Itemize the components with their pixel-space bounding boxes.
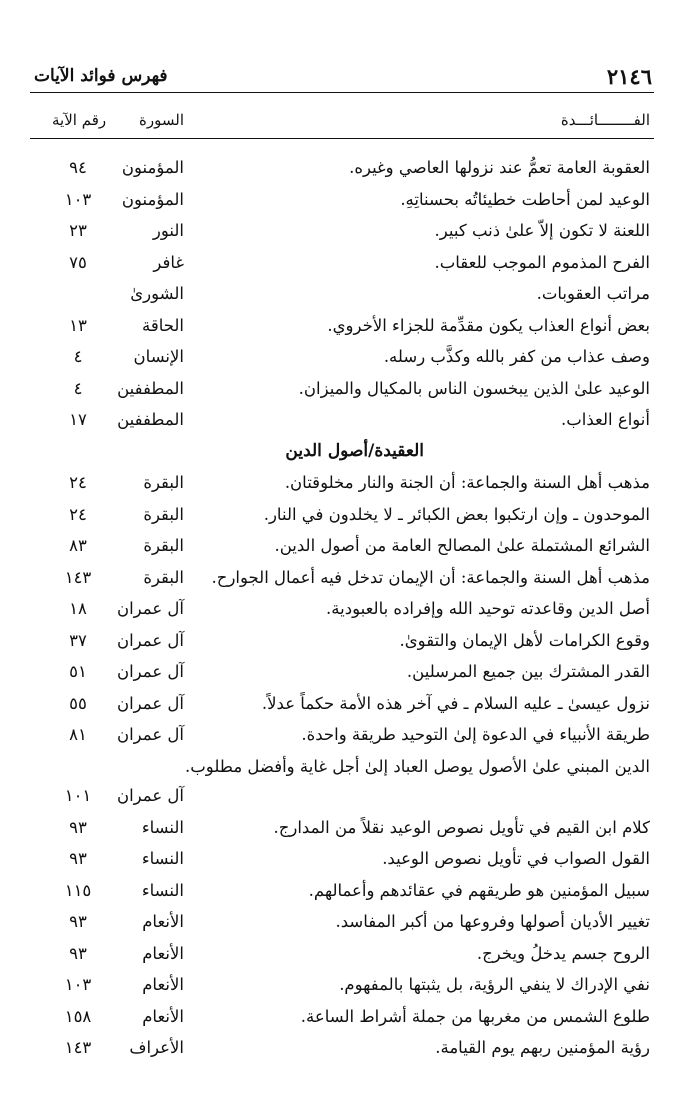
surah-name: المطففين	[117, 410, 184, 429]
table-row	[30, 750, 654, 811]
faida-text: الشرائع المشتملة علىٰ المصالح العامة من أصول الدين.	[274, 536, 650, 555]
table-row	[30, 842, 654, 874]
surah-name: الأنعام	[142, 975, 184, 994]
surah-name: البقرة	[143, 536, 184, 555]
table-row	[30, 246, 654, 278]
ayah-number: ١٣	[69, 315, 87, 335]
table-row	[30, 151, 654, 183]
faida-text: الموحدون ـ وإن ارتكبوا بعض الكبائر ـ لا يخلدون في النار.	[263, 504, 650, 524]
table-row	[30, 687, 654, 719]
surah-name: النور	[152, 221, 184, 240]
ayah-number: ١٠١	[64, 785, 92, 805]
table-row	[30, 498, 654, 530]
ayah-number: ٩٣	[69, 943, 87, 963]
table-row	[30, 1000, 654, 1032]
surah-name: المطففين	[117, 378, 184, 398]
table-row	[30, 403, 654, 435]
table-row	[30, 340, 654, 372]
ayah-number: ٤	[73, 347, 83, 366]
ayah-number: ١٤٣	[64, 1038, 92, 1057]
ayah-number: ٨١	[69, 725, 87, 744]
table-row	[30, 183, 654, 215]
ayah-number: ١١٥	[64, 880, 92, 900]
table-row	[30, 968, 654, 1000]
ayah-number: ١٠٣	[64, 975, 92, 994]
table-row	[30, 655, 654, 687]
index-table	[30, 151, 654, 1063]
table-row	[30, 1031, 654, 1063]
table-row	[30, 811, 654, 843]
faida-text: العقوبة العامة تعمُّ عند نزولها العاصي وغيره.	[349, 158, 650, 177]
faida-text: وصف عذاب من كفر بالله وكذَّب رسله.	[383, 347, 650, 366]
ayah-number: ١٧	[69, 410, 87, 429]
surah-name: غافر	[153, 252, 184, 272]
surah-name: النساء	[141, 817, 184, 837]
table-row	[30, 592, 654, 624]
faida-text: وقوع الكرامات لأهل الإيمان والتقوىٰ.	[399, 630, 650, 650]
table-row	[30, 561, 654, 593]
ayah-number: ٩٣	[69, 912, 87, 931]
table-row	[30, 309, 654, 341]
table-row	[30, 466, 654, 498]
surah-name: البقرة	[143, 473, 184, 492]
faida-text: أنواع العذاب.	[561, 410, 650, 429]
table-row	[30, 214, 654, 246]
faida-text: اللعنة لا تكون إلاّ علىٰ ذنب كبير.	[434, 221, 650, 240]
faida-text: أصل الدين وقاعدته توحيد الله وإفراده بالعبودية.	[326, 599, 650, 618]
surah-name: البقرة	[143, 567, 184, 587]
faida-text: تغيير الأديان أصولها وفروعها من أكبر المفاسد.	[335, 912, 650, 931]
surah-name: المؤمنون	[121, 158, 184, 177]
ayah-number: ٧٥	[69, 252, 87, 272]
section-title: العقيدة/أصول الدين	[285, 440, 424, 461]
faida-text: الوعيد علىٰ الذين يبخسون الناس بالمكيال والميزان.	[298, 378, 650, 398]
ayah-number: ١٥٨	[64, 1006, 92, 1026]
surah-name: الأنعام	[142, 943, 184, 963]
surah-name: آل عمران	[116, 725, 184, 744]
surah-name: النساء	[141, 849, 184, 868]
faida-text: مراتب العقوبات.	[536, 284, 650, 303]
ayah-number: ٩٣	[69, 849, 87, 868]
ayah-number: ١٤٣	[64, 567, 92, 587]
ayah-number: ٩٣	[69, 817, 87, 837]
table-row	[30, 624, 654, 656]
surah-name: الشورىٰ	[130, 284, 184, 303]
ayah-number: ١٠٣	[64, 189, 92, 209]
column-header-surah: السورة	[139, 111, 184, 129]
table-row	[30, 372, 654, 404]
surah-name: الإنسان	[133, 347, 184, 366]
table-row	[30, 937, 654, 969]
ayah-number: ٩٤	[69, 158, 87, 177]
ayah-number: ٥٥	[69, 693, 87, 713]
section-heading-row	[30, 435, 654, 467]
page-number: ٢١٤٦	[606, 64, 652, 89]
ayah-number: ٢٣	[69, 221, 87, 240]
faida-text: الدين المبني علىٰ الأصول يوصل العباد إلىٰ أجل غاية وأفضل مطلوب.	[185, 756, 650, 776]
column-header-ayah: رقم الآية	[52, 111, 107, 129]
running-title: فهرس فوائد الآيات	[34, 66, 168, 86]
ayah-number: ٢٤	[69, 473, 87, 492]
faida-text: نفي الإدراك لا ينفي الرؤية، بل يثبتها بالمفهوم.	[339, 975, 650, 994]
surah-name: الحاقة	[141, 315, 184, 335]
column-headers	[30, 108, 654, 139]
faida-text: طريقة الأنبياء في الدعوة إلىٰ التوحيد طريقة واحدة.	[301, 725, 650, 744]
faida-text: القول الصواب في تأويل نصوص الوعيد.	[382, 849, 650, 868]
faida-text: القدر المشترك بين جميع المرسلين.	[406, 662, 650, 681]
surah-name: آل عمران	[116, 630, 184, 650]
table-row	[30, 905, 654, 937]
ayah-number: ٥١	[69, 662, 87, 681]
faida-text: مذهب أهل السنة والجماعة: أن الجنة والنار مخلوقتان.	[284, 473, 650, 492]
surah-name: المؤمنون	[121, 189, 184, 209]
table-row	[30, 718, 654, 750]
ayah-number: ٤	[73, 378, 83, 398]
table-row	[30, 277, 654, 309]
surah-name: الأعراف	[129, 1038, 184, 1057]
column-header-faida: الفــــــــائـــدة	[560, 111, 650, 129]
surah-name: آل عمران	[116, 662, 184, 681]
faida-text: نزول عيسىٰ ـ عليه السلام ـ في آخر هذه الأمة حكماً عدلاً.	[261, 693, 650, 713]
surah-name: النساء	[141, 880, 184, 900]
faida-text: الوعيد لمن أحاطت خطيئاتُه بحسناتِهِ.	[400, 189, 650, 209]
faida-text: الفرح المذموم الموجب للعقاب.	[434, 252, 650, 272]
ayah-number: ٢٤	[69, 504, 87, 524]
faida-text: سبيل المؤمنين هو طريقهم في عقائدهم وأعمالهم.	[308, 880, 650, 900]
ayah-number: ٨٣	[69, 536, 87, 555]
faida-text: مذهب أهل السنة والجماعة: أن الإيمان تدخل فيه أعمال الجوارح.	[211, 567, 650, 587]
table-row	[30, 529, 654, 561]
faida-text: رؤية المؤمنين ربهم يوم القيامة.	[435, 1038, 650, 1057]
surah-name: الأنعام	[142, 912, 184, 931]
faida-text: كلام ابن القيم في تأويل نصوص الوعيد نقلاً من المدارج.	[273, 817, 650, 837]
surah-name: آل عمران	[116, 599, 184, 618]
table-row	[30, 874, 654, 906]
faida-text: طلوع الشمس من مغربها من جملة أشراط الساعة.	[300, 1006, 650, 1026]
ayah-number: ١٨	[69, 599, 87, 618]
surah-name: البقرة	[143, 504, 184, 524]
faida-text: الروح جسم يدخلُ ويخرج.	[476, 943, 650, 963]
running-header	[30, 62, 654, 93]
surah-name: آل عمران	[116, 693, 184, 713]
faida-text: بعض أنواع العذاب يكون مقدِّمة للجزاء الأخروي.	[327, 315, 650, 335]
ayah-number: ٣٧	[69, 630, 87, 650]
surah-name: الأنعام	[142, 1006, 184, 1026]
surah-name: آل عمران	[116, 785, 184, 805]
